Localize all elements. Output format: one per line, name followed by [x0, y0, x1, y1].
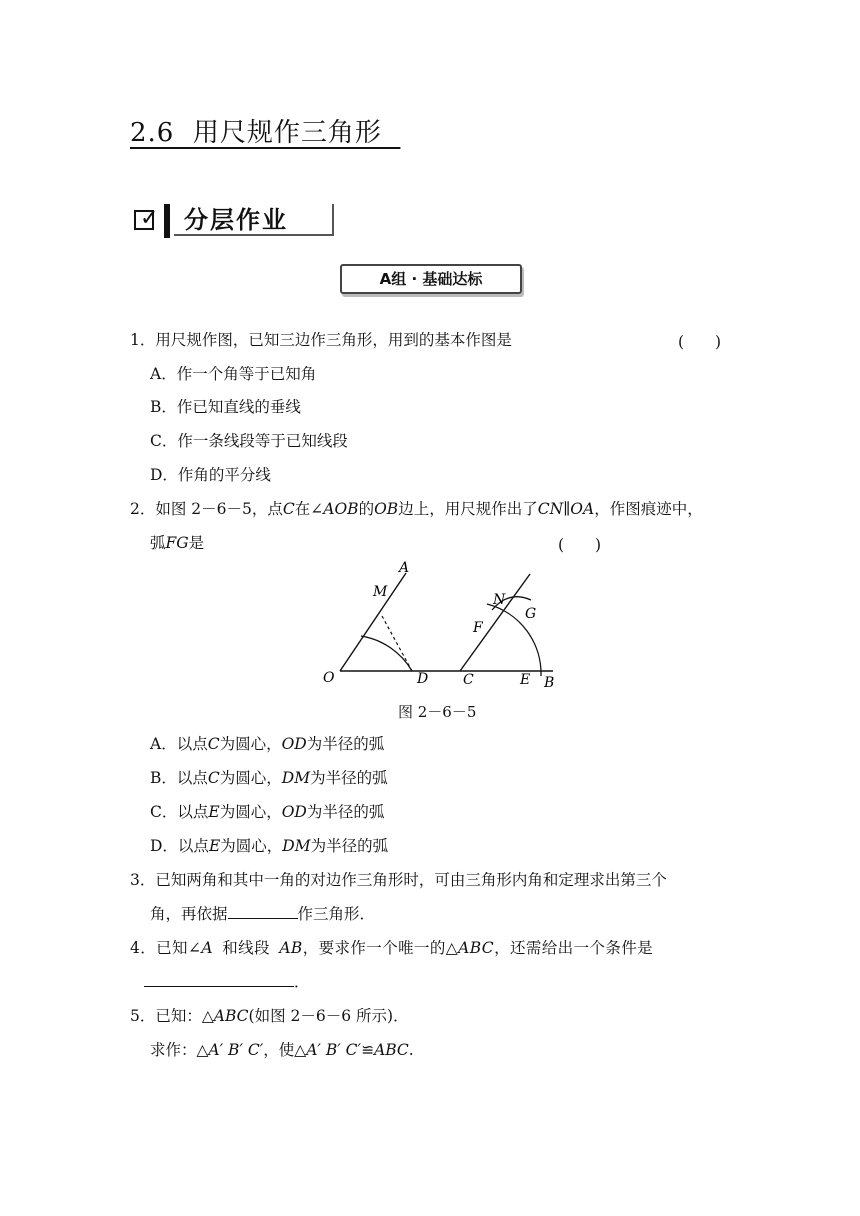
q4-blank[interactable] [144, 972, 294, 987]
label-b: B [544, 675, 555, 691]
q4-line2: ． [144, 972, 310, 992]
q2-stem-line2: 弧FG是 [150, 534, 205, 552]
q1-option-c: C．作一条线段等于已知线段 [150, 432, 348, 450]
q3-line2: 角，再依据 作三角形． [150, 905, 376, 923]
q2-stem-line1: 2．如图 2－6－5，点C在∠AOB的OB边上，用尺规作出了CN∥OA，作图痕迹中， [130, 500, 703, 518]
label-g: G [525, 606, 537, 622]
figure-2-6-5 [315, 558, 575, 694]
q1-option-d: D．作角的平分线 [150, 466, 271, 484]
q2-option-c: C．以点E为圆心，OD为半径的弧 [150, 803, 385, 821]
q3-line1: 3．已知两角和其中一角的对边作三角形时，可由三角形内角和定理求出第三个 [130, 871, 667, 889]
q5-construct: 求作：△A′ B′ C′，使△A′ B′ C′≌ABC. [150, 1041, 414, 1059]
q1-answer-paren: ( ) [678, 333, 722, 351]
label-a: A [399, 560, 410, 576]
q1-option-a: A．作一个角等于已知角 [150, 365, 317, 383]
label-o: O [323, 670, 335, 686]
label-e: E [520, 672, 531, 688]
dashed-md [382, 616, 412, 671]
figure-caption: 图 2－6－5 [398, 703, 477, 721]
q3-blank[interactable] [228, 904, 298, 919]
arc-md [361, 636, 412, 671]
section-header-label: 分层作业 [174, 204, 334, 236]
q1-option-b: B．作已知直线的垂线 [150, 398, 301, 416]
label-c: C [463, 672, 474, 688]
header-bar [164, 204, 170, 238]
q1-stem: 1．用尺规作图，已知三边作三角形，用到的基本作图是 [130, 331, 512, 349]
group-badge: A组 · 基础达标 [340, 264, 522, 294]
q4-stem: 4．已知∠A 和线段 AB，要求作一个唯一的△ABC，还需给出一个条件是 [130, 939, 654, 957]
q2-answer-paren: ( ) [558, 536, 602, 554]
checkbox-icon: ✓ [134, 210, 154, 230]
label-f: F [473, 620, 483, 636]
q2-option-a: A．以点C为圆心，OD为半径的弧 [150, 735, 385, 753]
q2-option-d: D．以点E为圆心，DM为半径的弧 [150, 837, 389, 855]
q2-option-b: B．以点C为圆心，DM为半径的弧 [150, 769, 388, 787]
label-m: M [373, 584, 388, 600]
label-d: D [417, 671, 429, 687]
page-title: 2.6 用尺规作三角形 [130, 118, 401, 148]
q5-given: 5．已知：△ABC(如图 2－6－6 所示)． [130, 1007, 409, 1025]
label-n: N [493, 592, 506, 608]
